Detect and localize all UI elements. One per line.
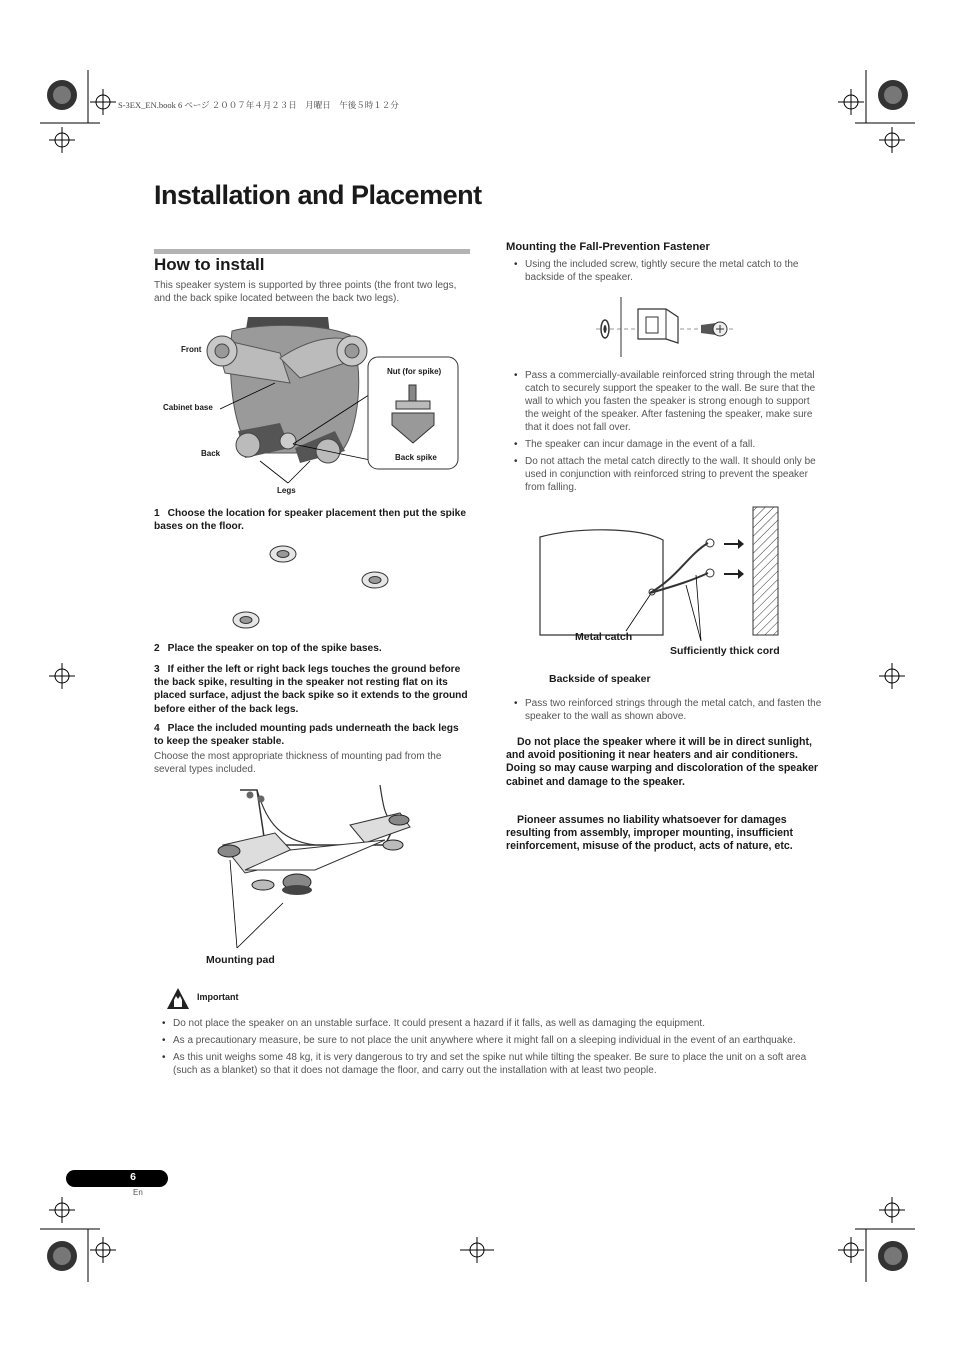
section-rule — [154, 249, 470, 254]
bullet-list-1 — [506, 258, 822, 288]
step-4-text: Place the included mounting pads underneath the back legs to keep the speaker stable. — [154, 723, 459, 748]
important-list — [154, 1017, 824, 1081]
step-2-number: 2 — [154, 643, 160, 654]
label-nut: Nut (for spike) — [387, 367, 442, 376]
label-back: Back — [201, 449, 221, 458]
step-4-note: Choose the most appropriate thickness of mounting pad from the several types included. — [154, 751, 442, 775]
step-3-text: If either the left or right back legs touches the ground before the back spike, resulting in the speaker not resting flat on its placed surface, adjust the back spike so it extends to the ground before either of the back legs. — [154, 664, 468, 715]
wall-fastening-figure — [538, 505, 788, 645]
label-cabinet-base: Cabinet base — [163, 403, 213, 412]
warning-liability: Pioneer assumes no liability whatsoever for damages resulting from assembly, improper mounting, insufficient reinforcement, misuse of the product, acts of nature, etc. — [506, 814, 794, 853]
important-icon — [166, 987, 190, 1011]
spike-bases-figure — [225, 542, 395, 632]
page-title: Installation and Placement — [154, 180, 482, 210]
step-4 — [154, 722, 468, 748]
bullet-list-3 — [506, 697, 824, 727]
subheading-fall-prevention: Mounting the Fall-Prevention Fastener — [506, 241, 710, 253]
label-front: Front — [181, 345, 202, 354]
page-number: 6 — [130, 1171, 136, 1183]
section-title: How to install — [154, 255, 265, 274]
bullet-list-2 — [506, 369, 824, 498]
label-mounting-pad: Mounting pad — [206, 954, 275, 966]
bullet-item: • The speaker can incur damage in the event of a fall. — [506, 438, 824, 451]
bullet-item: • Using the included screw, tightly secure the metal catch to the backside of the speaker. — [506, 258, 822, 284]
label-legs: Legs — [277, 486, 296, 495]
print-header-note: S-3EX_EN.book 6 ページ ２００７年４月２３日 月曜日 午後５時１２分 — [118, 100, 399, 110]
label-backside: Backside of speaker — [549, 673, 651, 685]
bullet-item: • Do not attach the metal catch directly to the wall. It should only be used in conjunction with reinforced string to prevent the speaker from falling. — [506, 455, 824, 494]
bullet-item: • Pass a commercially-available reinforced string through the metal catch to securely support the speaker to the wall. Be sure that the wall to which you fasten the speaker is strong enough to support the weight of the speaker. After fastening the speaker, make sure that it does not fall over. — [506, 369, 824, 434]
label-metal-catch: Metal catch — [575, 631, 633, 643]
bullet-item: • Pass two reinforced strings through the metal catch, and fasten the speaker to the wall as shown above. — [506, 697, 824, 723]
mounting-pad-figure — [205, 785, 415, 955]
important-item: • As this unit weighs some 48 kg, it is very dangerous to try and set the spike nut while tilting the speaker. Be sure to place the unit on a soft area (such as a blanket) so that it does not damage the floor, and carry out the installation with at least two people. — [154, 1051, 824, 1077]
step-3-number: 3 — [154, 664, 160, 675]
step-1-number: 1 — [154, 508, 160, 519]
step-2-text: Place the speaker on top of the spike bases. — [167, 643, 382, 654]
warning-sunlight: Do not place the speaker where it will be in direct sunlight, and avoid positioning it near heaters and air conditioners. Doing so may cause warping and discoloration of the speaker cabinet and damage to the speaker. — [506, 736, 818, 788]
label-cord: Sufficiently thick cord — [670, 645, 780, 657]
step-4-number: 4 — [154, 723, 160, 734]
page-language: En — [133, 1188, 143, 1197]
metal-catch-screw-figure — [596, 297, 736, 357]
step-3 — [154, 663, 468, 716]
important-item: • As a precautionary measure, be sure to not place the unit anywhere where it might fall on a sleeping individual in the event of an earthquake. — [154, 1034, 824, 1047]
important-label: Important — [197, 992, 239, 1002]
important-item: • Do not place the speaker on an unstable surface. It could present a hazard if it falls, as well as damaging the equipment. — [154, 1017, 824, 1030]
label-back-spike: Back spike — [395, 453, 437, 462]
step-1-text: Choose the location for speaker placement then put the spike bases on the floor. — [154, 508, 466, 533]
step-2 — [154, 642, 468, 655]
step-1 — [154, 507, 468, 533]
intro-text: This speaker system is supported by three points (the front two legs, and the back spike located between the back two legs). — [154, 280, 457, 304]
